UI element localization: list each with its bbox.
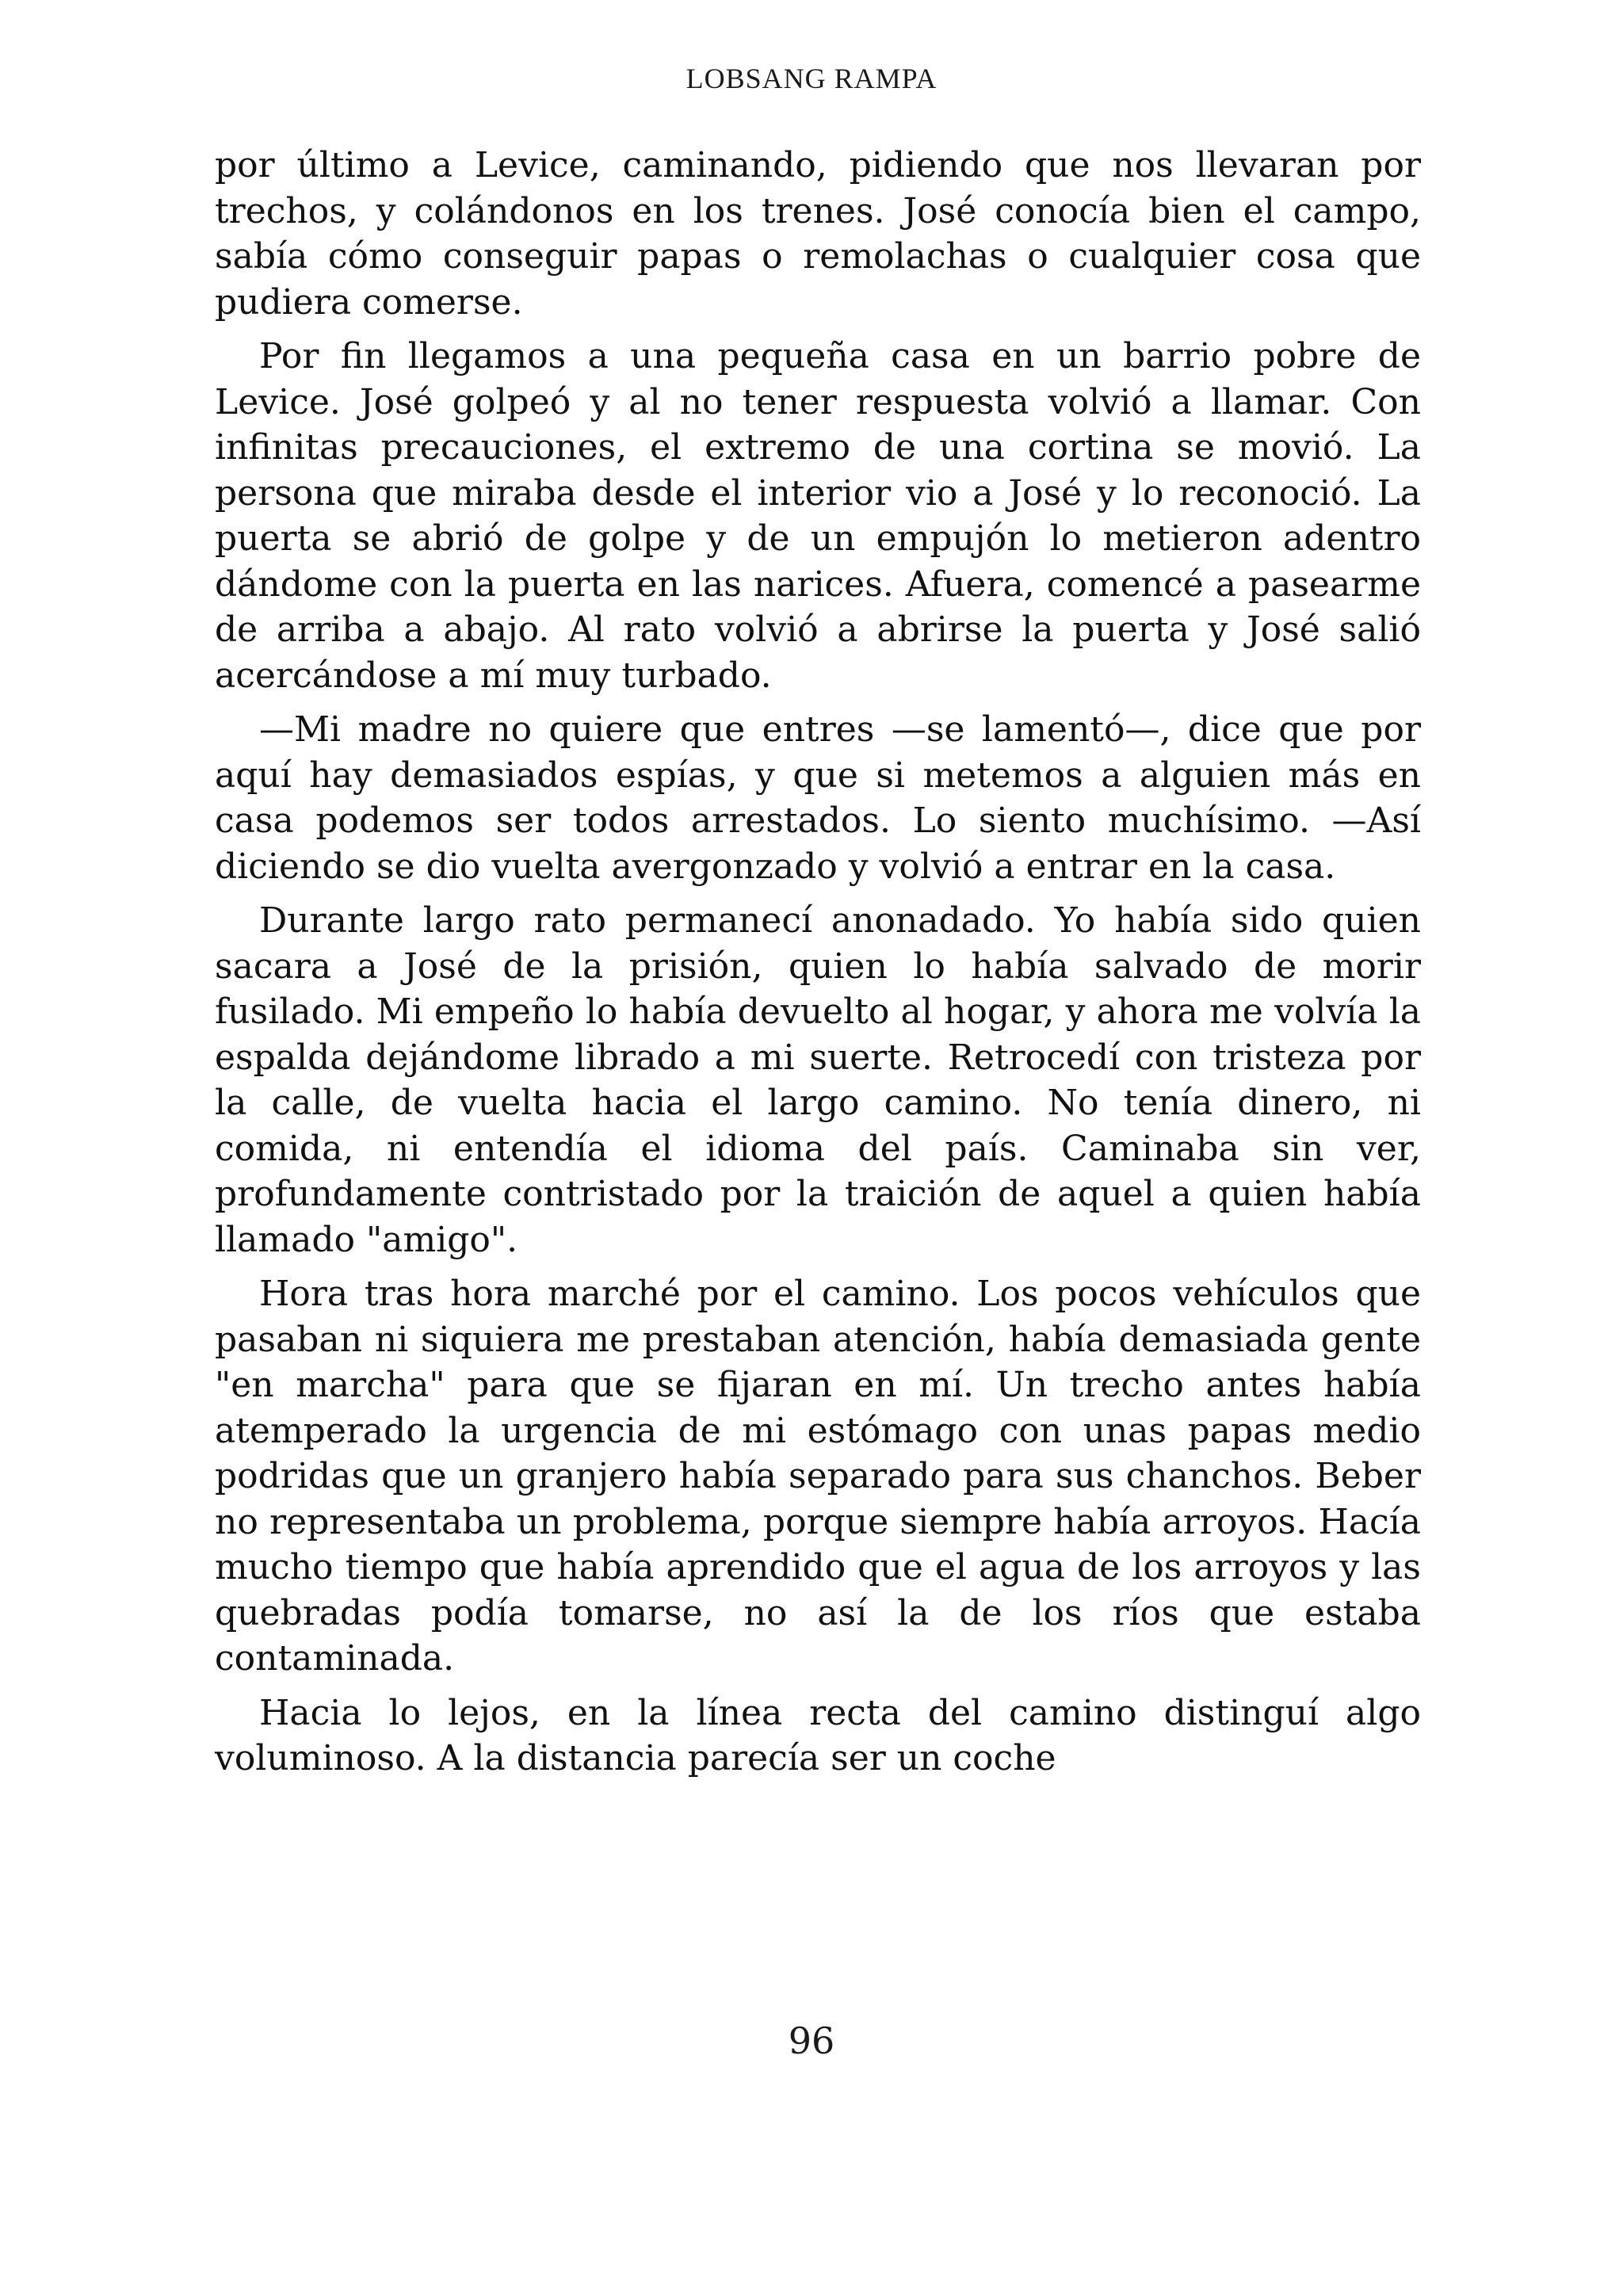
paragraph-6: Hacia lo lejos, en la línea recta del camino distinguí algo voluminoso. A la distancia parecía ser un coche — [215, 1692, 1421, 1778]
running-header: LOBSANG RAMPA — [685, 63, 938, 94]
body-text — [215, 143, 1421, 1790]
paragraph-1: por último a Levice, caminando, pidiendo que nos llevaran por trechos, y colándonos en los trenes. José conocía bien el campo, sabía cómo conseguir papas o remolachas o cualquier cosa que pudiera comerse. — [215, 145, 1421, 323]
paragraph-4: Durante largo rato permanecí anonadado. Yo había sido quien sacara a José de la prisión, quien lo había salvado de morir fusilado. Mi empeño lo había devuelto al hogar, y ahora me volvía la espalda dejándome librado a mi suerte. Retrocedí con tristeza por la calle, de vuelta hacia el largo camino. No tenía dinero, ni comida, ni entendía el idioma del país. Caminaba sin ver, profundamente contristado por la traición de aquel a quien había llamado "amigo". — [215, 900, 1421, 1260]
paragraph-2: Por fin llegamos a una pequeña casa en un barrio pobre de Levice. José golpeó y al no tener respuesta volvió a llamar. Con infinitas precauciones, el extremo de una cortina se movió. La persona que miraba desde el interior vio a José y lo reconoció. La puerta se abrió de golpe y de un empujón lo metieron adentro dándome con la puerta en las narices. Afuera, comencé a pasearme de arriba a abajo. Al rato volvió a abrirse la puerta y José salió acercándose a mí muy turbado. — [215, 336, 1421, 696]
paragraph-3: —Mi madre no quiere que entres —se lamentó—, dice que por aquí hay demasiados espías, y que si metemos a alguien más en casa podemos ser todos arrestados. Lo siento muchísimo. —Así diciendo se dio vuelta avergonzado y volvió a entrar en la casa. — [215, 709, 1421, 887]
paragraph-5: Hora tras hora marché por el camino. Los pocos vehículos que pasaban ni siquiera me prestaban atención, había demasiada gente "en marcha" para que se fijaran en mí. Un trecho antes había atemperado la urgencia de mi estómago con unas papas medio podridas que un granjero había separado para sus chanchos. Beber no representaba un problema, porque siempre había arroyos. Hacía mucho tiempo que había aprendido que el agua de los arroyos y las quebradas podía tomarse, no así la de los ríos que estaba contaminada. — [215, 1274, 1421, 1679]
page-number: 96 — [788, 2019, 835, 2062]
